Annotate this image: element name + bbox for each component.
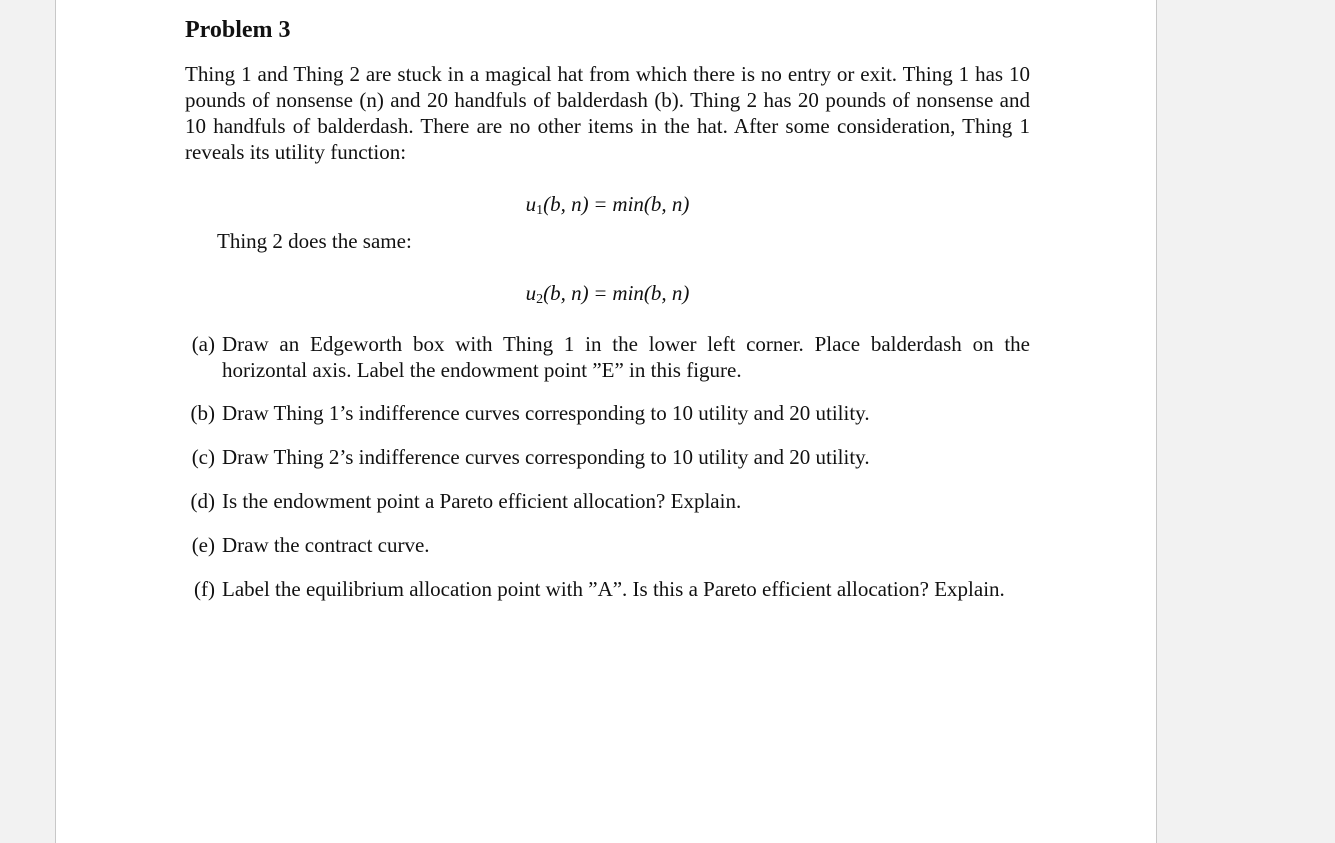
eq2-rhs-args: (b, n) [643,281,690,305]
eq2-op: = [594,281,607,305]
part-text: Is the endowment point a Pareto efficient allocation? Explain. [222,489,742,513]
part-label: (b) [190,401,215,425]
eq1-rhs-args: (b, n) [643,192,690,216]
part-e [185,532,1030,558]
problem-title: Problem 3 [185,17,291,43]
part-text: Label the equilibrium allocation point with ”A”. Is this a Pareto efficient allocation? Explain. [222,577,1005,601]
part-b [185,400,1030,426]
part-f [185,576,1030,602]
part-label: (d) [190,489,215,513]
eq2-sub: 2 [536,292,544,307]
eq1-rhs-fn: min [612,192,644,216]
part-c [185,444,1030,470]
part-d [185,488,1030,514]
part-label: (c) [191,445,215,469]
eq1-sub: 1 [536,203,544,218]
eq2-fn: u [525,281,537,305]
problem-intro: Thing 1 and Thing 2 are stuck in a magical hat from which there is no entry or exit. Thing 1 has 10 pounds of nonsense (n) and 20 handfuls of balderdash (b). Thing 2 has 20 pounds of nonsense and 10 handfuls of balderdash. There are no other items in the hat. After some consideration, Thing 1 reveals its utility function: [185,62,1030,164]
part-label: (f) [194,577,215,601]
part-text: Draw an Edgeworth box with Thing 1 in the lower left corner. Place balderdash on the horizontal axis. Label the endowment point ”E” in this figure. [222,332,1030,382]
middle-text: Thing 2 does the same: [217,229,412,253]
document-page [55,0,1157,843]
utility-equation-thing2 [185,281,1030,308]
utility-equation-thing1 [185,192,1030,219]
part-label: (a) [191,332,215,356]
part-text: Draw Thing 2’s indifference curves corresponding to 10 utility and 20 utility. [222,445,870,469]
eq1-fn: u [525,192,537,216]
part-text: Draw Thing 1’s indifference curves corresponding to 10 utility and 20 utility. [222,401,870,425]
part-label: (e) [191,533,215,557]
part-a [185,331,1030,383]
eq2-rhs-fn: min [612,281,644,305]
eq1-args: (b, n) [543,192,589,216]
eq2-args: (b, n) [543,281,589,305]
eq1-op: = [594,192,607,216]
part-text: Draw the contract curve. [222,533,430,557]
